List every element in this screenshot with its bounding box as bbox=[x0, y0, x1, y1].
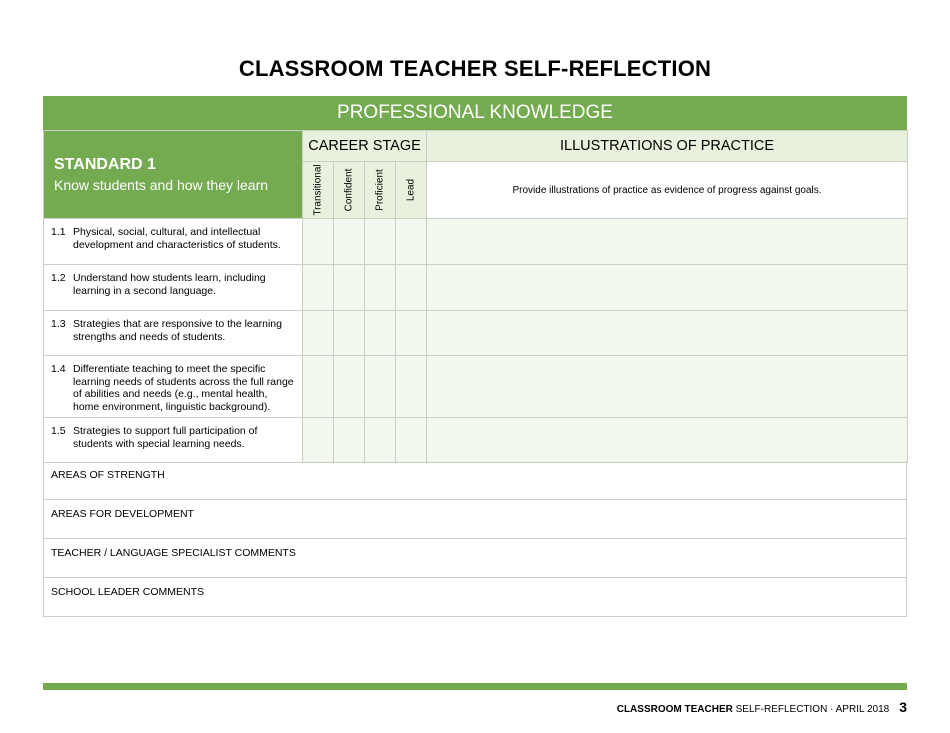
level-cell[interactable] bbox=[303, 356, 334, 418]
footer-bar bbox=[43, 683, 907, 690]
indicator-text: Physical, social, cultural, and intellectual development and characteristics of students. bbox=[73, 226, 281, 251]
indicator-cell bbox=[44, 418, 303, 463]
page-title: CLASSROOM TEACHER SELF-REFLECTION bbox=[238, 56, 712, 81]
indicator-number: 1.4 bbox=[51, 363, 66, 375]
illustration-cell[interactable] bbox=[427, 311, 908, 356]
table-row bbox=[44, 418, 908, 463]
table-row bbox=[44, 265, 908, 311]
level-cell[interactable] bbox=[334, 418, 365, 463]
standard-title: STANDARD 1 bbox=[54, 155, 156, 173]
level-label: Proficient bbox=[374, 169, 386, 211]
indicator-number: 1.2 bbox=[51, 272, 66, 284]
level-cell[interactable] bbox=[365, 265, 396, 311]
illustration-cell[interactable] bbox=[427, 219, 908, 265]
level-cell[interactable] bbox=[334, 311, 365, 356]
level-cell[interactable] bbox=[303, 219, 334, 265]
indicator-cell bbox=[44, 265, 303, 311]
level-cell[interactable] bbox=[334, 265, 365, 311]
level-header bbox=[303, 162, 334, 219]
indicator-text: Differentiate teaching to meet the specific learning needs of students across the full range of abilities and needs (e.g., mental health, home environment, linguistic background). bbox=[73, 363, 294, 413]
areas-for-development-field[interactable]: AREAS FOR DEVELOPMENT bbox=[43, 500, 907, 539]
indicator-number: 1.1 bbox=[51, 226, 66, 238]
standard-heading-cell bbox=[44, 131, 303, 219]
footer-doc-subtitle: SELF-REFLECTION · APRIL 2018 bbox=[732, 704, 890, 715]
level-cell[interactable] bbox=[334, 219, 365, 265]
page-number: 3 bbox=[899, 699, 907, 715]
indicator-cell bbox=[44, 219, 303, 265]
level-cell[interactable] bbox=[396, 356, 427, 418]
indicator-text: Strategies to support full participation of students with special learning needs. bbox=[73, 425, 258, 450]
areas-of-strength-field[interactable]: AREAS OF STRENGTH bbox=[43, 461, 907, 500]
level-cell[interactable] bbox=[365, 356, 396, 418]
illustrations-hint: Provide illustrations of practice as evidence of progress against goals. bbox=[427, 162, 908, 219]
level-header bbox=[396, 162, 427, 219]
level-cell[interactable] bbox=[396, 219, 427, 265]
indicator-number: 1.5 bbox=[51, 425, 66, 437]
level-cell[interactable] bbox=[303, 265, 334, 311]
page-footer bbox=[617, 699, 907, 715]
level-cell[interactable] bbox=[303, 418, 334, 463]
footer-doc-title: CLASSROOM TEACHER bbox=[616, 704, 733, 715]
indicator-cell bbox=[44, 311, 303, 356]
indicator-text: Understand how students learn, including learning in a second language. bbox=[73, 272, 266, 297]
indicator-cell bbox=[44, 356, 303, 418]
level-header bbox=[334, 162, 365, 219]
table-row bbox=[44, 219, 908, 265]
level-cell[interactable] bbox=[365, 418, 396, 463]
level-cell[interactable] bbox=[396, 418, 427, 463]
level-cell[interactable] bbox=[396, 265, 427, 311]
standard-table bbox=[43, 130, 908, 463]
table-row bbox=[44, 311, 908, 356]
career-stage-header: CAREER STAGE bbox=[303, 131, 427, 162]
standard-description: Know students and how they learn bbox=[54, 176, 269, 193]
illustration-cell[interactable] bbox=[427, 418, 908, 463]
school-leader-comments-field[interactable]: SCHOOL LEADER COMMENTS bbox=[43, 578, 907, 617]
indicator-number: 1.3 bbox=[51, 318, 66, 330]
illustration-cell[interactable] bbox=[427, 265, 908, 311]
level-cell[interactable] bbox=[396, 311, 427, 356]
indicator-text: Strategies that are responsive to the learning strengths and needs of students. bbox=[73, 318, 282, 343]
level-cell[interactable] bbox=[303, 311, 334, 356]
section-band: PROFESSIONAL KNOWLEDGE bbox=[43, 96, 907, 130]
level-label: Transitional bbox=[312, 164, 324, 216]
illustrations-header: ILLUSTRATIONS OF PRACTICE bbox=[427, 131, 908, 162]
level-cell[interactable] bbox=[365, 219, 396, 265]
specialist-comments-field[interactable]: TEACHER / LANGUAGE SPECIALIST COMMENTS bbox=[43, 539, 907, 578]
table-row bbox=[44, 356, 908, 418]
comments-section bbox=[43, 461, 907, 617]
level-cell[interactable] bbox=[365, 311, 396, 356]
level-header bbox=[365, 162, 396, 219]
level-label: Lead bbox=[405, 178, 417, 202]
level-cell[interactable] bbox=[334, 356, 365, 418]
illustration-cell[interactable] bbox=[427, 356, 908, 418]
level-label: Confident bbox=[343, 168, 355, 212]
